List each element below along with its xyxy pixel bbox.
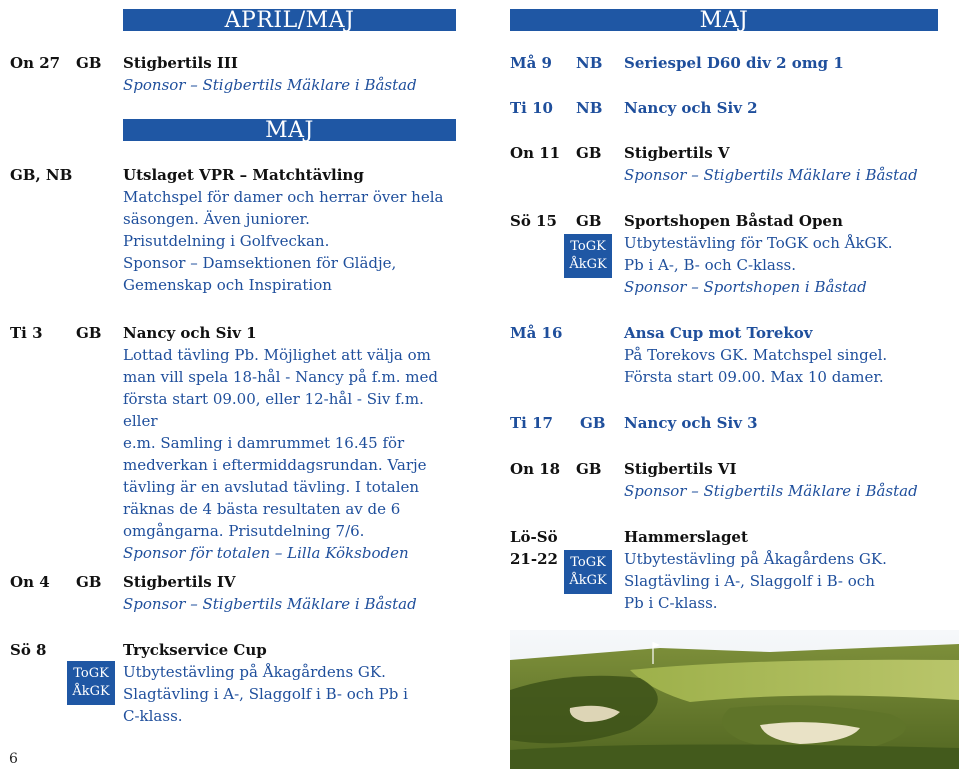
entry-desc-line: Utbytestävling för ToGK och ÅkGK. bbox=[624, 234, 893, 252]
entry-title: Ansa Cup mot Torekov bbox=[624, 324, 813, 342]
entry-day: Lö-Sö bbox=[510, 528, 558, 546]
badge-togk: ToGK bbox=[570, 555, 606, 570]
entry-title: Stigbertils III bbox=[123, 54, 238, 72]
entry-desc-line: Lottad tävling Pb. Möjlighet att välja om bbox=[123, 346, 431, 364]
entry-club: GB bbox=[576, 460, 602, 478]
badge-akgk: ÅkGK bbox=[569, 573, 607, 588]
entry-desc-line: C-klass. bbox=[123, 707, 183, 725]
entry-desc-line: Matchspel för damer och herrar över hela bbox=[123, 188, 444, 206]
entry-title: Nancy och Siv 1 bbox=[123, 324, 257, 342]
entry-day: Ti 3 bbox=[10, 324, 43, 342]
entry-title: Nancy och Siv 2 bbox=[624, 99, 758, 117]
entry-title: Stigbertils IV bbox=[123, 573, 236, 591]
entry-desc-line: omgångarna. Prisutdelning 7/6. bbox=[123, 522, 365, 540]
entry-desc-line: tävling är en avslutad tävling. I totalen bbox=[123, 478, 420, 496]
entry-title: Nancy och Siv 3 bbox=[624, 414, 758, 432]
entry-desc-line: e.m. Samling i damrummet 16.45 för bbox=[123, 434, 405, 452]
badge-akgk: ÅkGK bbox=[72, 684, 110, 699]
entry-desc-line: man vill spela 18-hål - Nancy på f.m. med bbox=[123, 368, 439, 386]
entry-club: NB bbox=[576, 54, 603, 72]
entry-sponsor: Sponsor – Stigbertils Mäklare i Båstad bbox=[624, 166, 918, 184]
entry-club: GB bbox=[576, 144, 602, 162]
golf-course-photo bbox=[510, 630, 959, 769]
entry-desc-line: Prisutdelning i Golfveckan. bbox=[123, 232, 330, 250]
entry-day: Må 16 bbox=[510, 324, 563, 342]
entry-day-range: 21-22 bbox=[510, 550, 558, 568]
entry-desc-line: medverkan i eftermiddagsrundan. Varje bbox=[123, 456, 427, 474]
entry-club: GB bbox=[76, 573, 102, 591]
entry-sponsor: Sponsor – Stigbertils Mäklare i Båstad bbox=[123, 595, 417, 613]
entry-day: Sö 15 bbox=[510, 212, 557, 230]
page-number-left: 6 bbox=[9, 751, 18, 767]
entry-title: Seriespel D60 div 2 omg 1 bbox=[624, 54, 844, 72]
entry-title: Stigbertils V bbox=[624, 144, 730, 162]
banner-maj-left: MAJ bbox=[123, 119, 456, 141]
entry-day: Ti 10 bbox=[510, 99, 553, 117]
left-page bbox=[0, 0, 470, 769]
club-badge bbox=[67, 661, 115, 705]
entry-club: NB bbox=[576, 99, 603, 117]
club-badge bbox=[564, 234, 612, 278]
entry-day: On 11 bbox=[510, 144, 561, 162]
entry-desc-line: Pb i C-klass. bbox=[624, 594, 718, 612]
entry-title: Stigbertils VI bbox=[624, 460, 737, 478]
banner-maj-right: MAJ bbox=[510, 9, 938, 31]
entry-day: Må 9 bbox=[510, 54, 552, 72]
entry-sponsor-line: Gemenskap och Inspiration bbox=[123, 276, 332, 294]
entry-sponsor: Sponsor för totalen – Lilla Köksboden bbox=[123, 544, 409, 562]
entry-desc-line: första start 09.00, eller 12-hål - Siv f.m. eller bbox=[123, 390, 424, 430]
badge-togk: ToGK bbox=[570, 239, 606, 254]
entry-day: On 27 bbox=[10, 54, 61, 72]
entry-desc-line: På Torekovs GK. Matchspel singel. bbox=[624, 346, 888, 364]
entry-day: Sö 8 bbox=[10, 641, 47, 659]
badge-akgk: ÅkGK bbox=[569, 257, 607, 272]
entry-day: Ti 17 bbox=[510, 414, 553, 432]
entry-desc-line: Första start 09.00. Max 10 damer. bbox=[624, 368, 884, 386]
entry-title: Tryckservice Cup bbox=[123, 641, 267, 659]
club-badge bbox=[564, 550, 612, 594]
entry-club: GB bbox=[76, 54, 102, 72]
banner-april-maj: APRIL/MAJ bbox=[123, 9, 456, 31]
entry-desc-line: Slagtävling i A-, Slaggolf i B- och Pb i bbox=[123, 685, 408, 703]
entry-sponsor: Sponsor – Stigbertils Mäklare i Båstad bbox=[624, 482, 918, 500]
entry-desc-line: Utbytestävling på Åkagårdens GK. bbox=[123, 663, 386, 681]
entry-desc-line: Utbytestävling på Åkagårdens GK. bbox=[624, 550, 887, 568]
entry-desc-line: säsongen. Även juniorer. bbox=[123, 210, 310, 228]
entry-club: GB, NB bbox=[10, 166, 73, 184]
entry-desc-line: Slagtävling i A-, Slaggolf i B- och bbox=[624, 572, 875, 590]
entry-title: Utslaget VPR – Matchtävling bbox=[123, 166, 364, 184]
entry-day: On 18 bbox=[510, 460, 561, 478]
entry-day: On 4 bbox=[10, 573, 50, 591]
entry-club: GB bbox=[580, 414, 606, 432]
entry-desc-line: Pb i A-, B- och C-klass. bbox=[624, 256, 797, 274]
entry-club: GB bbox=[76, 324, 102, 342]
entry-sponsor-line: Sponsor – Damsektionen för Glädje, bbox=[123, 254, 397, 272]
golf-landscape-image bbox=[510, 630, 959, 769]
entry-title: Hammerslaget bbox=[624, 528, 748, 546]
entry-club: GB bbox=[576, 212, 602, 230]
badge-togk: ToGK bbox=[73, 666, 109, 681]
entry-sponsor: Sponsor – Stigbertils Mäklare i Båstad bbox=[123, 76, 417, 94]
entry-title: Sportshopen Båstad Open bbox=[624, 212, 843, 230]
entry-sponsor: Sponsor – Sportshopen i Båstad bbox=[624, 278, 867, 296]
entry-desc-line: räknas de 4 bästa resultaten av de 6 bbox=[123, 500, 401, 518]
